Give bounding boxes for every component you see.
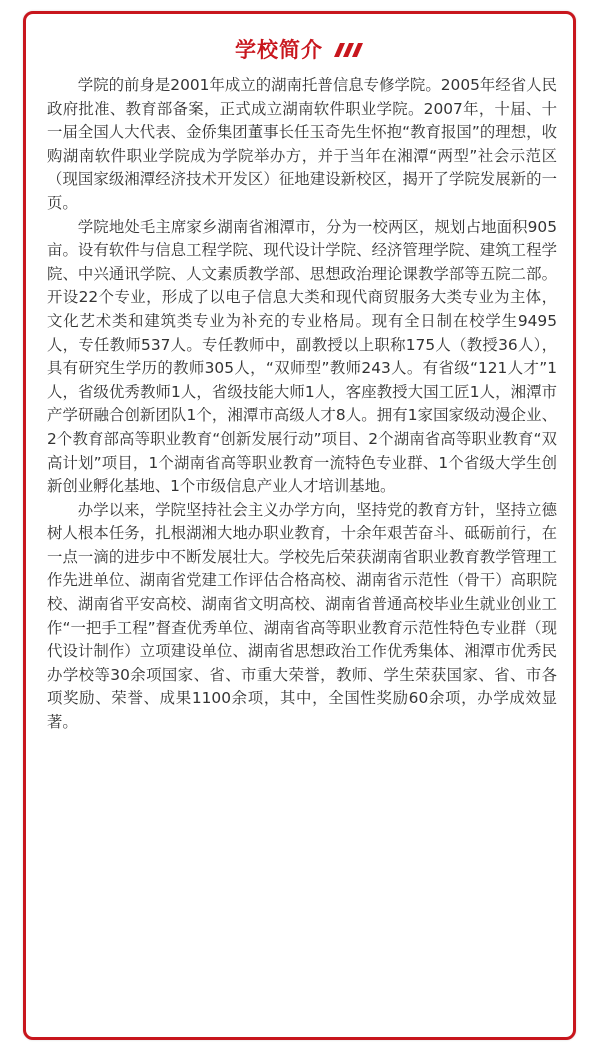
paragraph-campus: 学院地处毛主席家乡湖南省湘潭市，分为一校两区，规划占地面积905亩。设有软件与信息工程学院、现代设计学院、经济管理学院、建筑工程学院、中兴通讯学院、人文素质教学部、思想政治理论课教学部等五院二部。开设22个专业，形成了以电子信息大类和现代商贸服务大类专业为主体，文化艺术类和建筑类专业为补充的专业格局。现有全日制在校学生9495人，专任教师537人。专任教师中，副教授以上职称175人（教授36人），具有研究生学历的教师305人，“双师型”教师243人。有省级“121人才”1人，省级优秀教师1人，省级技能大师1人，客座教授大国工匠1人，湘潭市产学研融合创新团队1个，湘潭市高级人才8人。拥有1家国家级动漫企业、2个教育部高等职业教育“创新发展行动”项目、2个湖南省高等职业教育“双高计划”项目，1个湖南省高等职业教育一流特色专业群、1个省级大学生创新创业孵化基地、1个市级信息产业人才培训基地。	[47, 217, 557, 496]
intro-body	[47, 74, 557, 735]
title-row	[26, 34, 573, 64]
page-title: 学校简介	[234, 37, 323, 62]
paragraph-achievements: 办学以来，学院坚持社会主义办学方向，坚持党的教育方针，坚持立德树人根本任务，扎根湖湘大地办职业教育，十余年艰苦奋斗、砥砺前行，在一点一滴的进步中不断发展壮大。学校先后荣获湖南省职业教育教学管理工作先进单位、湖南省党建工作评估合格高校、湖南省示范性（骨干）高职院校、湖南省平安高校、湖南省文明高校、湖南省普通高校毕业生就业创业工作“一把手工程”督查优秀单位、湖南省高等职业教育示范性特色专业群（现代设计制作）立项建设单位、湖南省思想政治工作优秀集体、湘潭市优秀民办学校等30余项国家、省、市重大荣誉，教师、学生荣获国家、省、市各项奖励、荣誉、成果1100余项，其中，全国性奖励60余项，办学成效显著。	[47, 500, 557, 732]
triple-slash-icon	[334, 43, 364, 57]
paragraph-history: 学院的前身是2001年成立的湖南托普信息专修学院。2005年经省人民政府批准、教育部备案，正式成立湖南软件职业学院。2007年，十届、十一届全国人大代表、金侨集团董事长任玉奇先生怀抱“教育报国”的理想，收购湖南软件职业学院成为学院举办方，并于当年在湘潭“两型”社会示范区（现国家级湘潭经济技术开发区）征地建设新校区，揭开了学院发展新的一页。	[47, 76, 557, 212]
